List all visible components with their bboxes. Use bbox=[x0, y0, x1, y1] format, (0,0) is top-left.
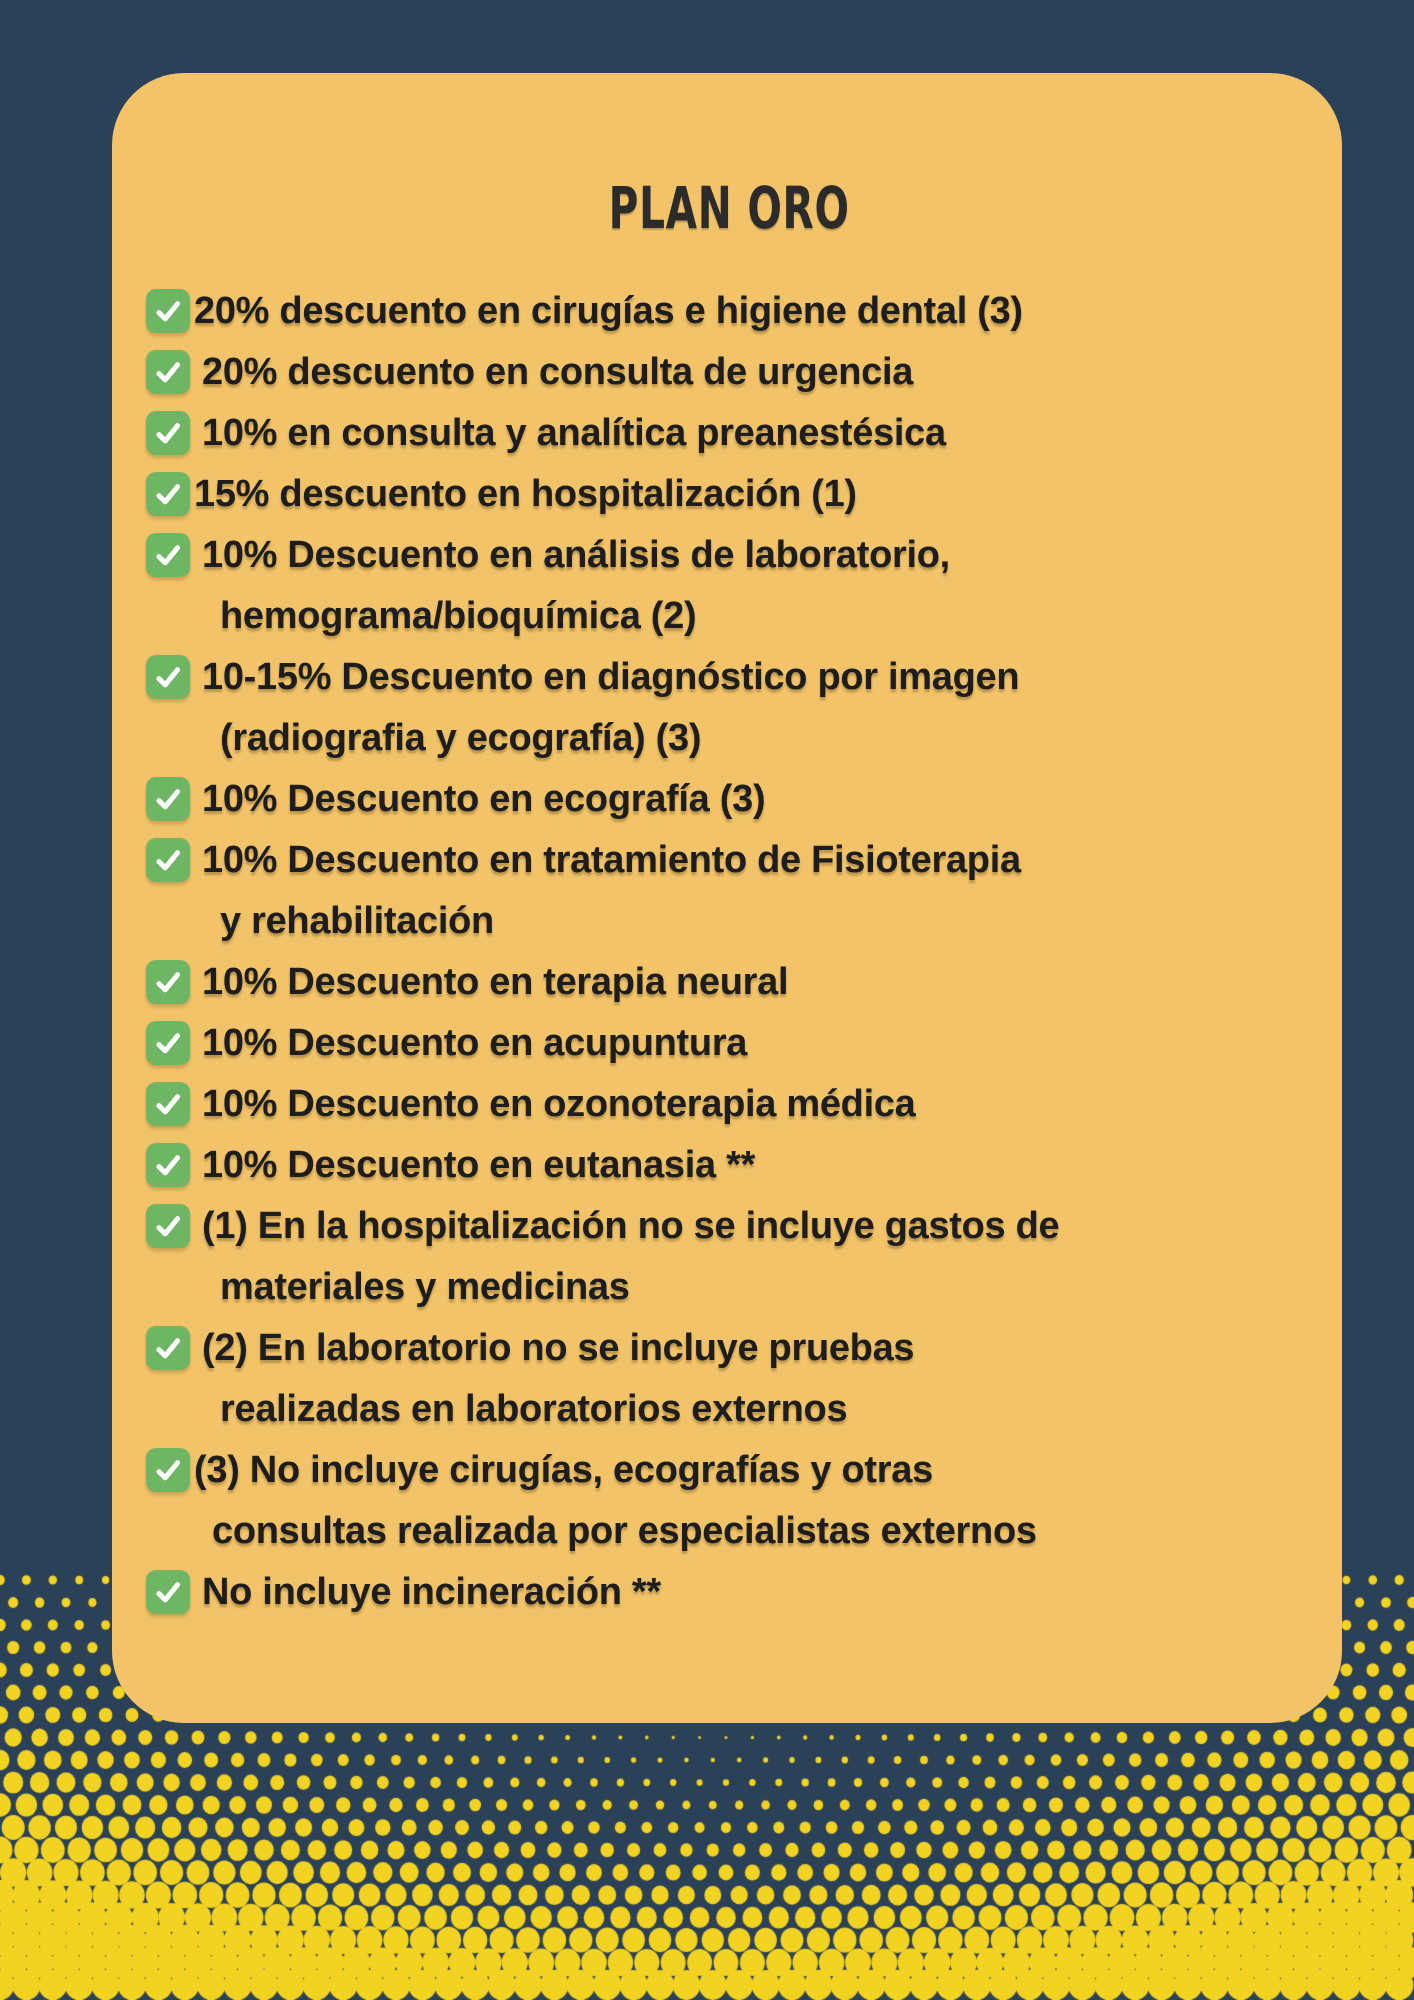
benefit-item-text: 20% descuento en cirugías e higiene dental (3) bbox=[194, 290, 1023, 332]
benefit-item-text: 10% Descuento en terapia neural bbox=[202, 961, 789, 1003]
check-icon bbox=[146, 350, 190, 394]
benefit-list bbox=[146, 281, 1312, 1623]
benefit-item bbox=[146, 1074, 1312, 1135]
benefit-item bbox=[146, 1196, 1312, 1318]
benefit-item-text: 10% Descuento en acupuntura bbox=[202, 1022, 748, 1064]
check-icon bbox=[146, 1143, 190, 1187]
check-icon bbox=[146, 1326, 190, 1370]
benefit-item-text: 10% Descuento en tratamiento de Fisioterapia y rehabilitación bbox=[202, 839, 1021, 942]
check-icon bbox=[146, 533, 190, 577]
check-icon bbox=[146, 1082, 190, 1126]
benefit-item bbox=[146, 830, 1312, 952]
benefit-item-text: 20% descuento en consulta de urgencia bbox=[202, 351, 914, 393]
benefit-item-text: 10% Descuento en eutanasia ** bbox=[202, 1144, 756, 1186]
plan-card bbox=[112, 73, 1342, 1723]
benefit-item bbox=[146, 525, 1312, 647]
benefit-item-text: 10% Descuento en ecografía (3) bbox=[202, 778, 766, 820]
benefit-item bbox=[146, 647, 1312, 769]
check-icon bbox=[146, 1448, 190, 1492]
benefit-item bbox=[146, 464, 1312, 525]
benefit-item bbox=[146, 769, 1312, 830]
check-icon bbox=[146, 1021, 190, 1065]
benefit-item-text: 10-15% Descuento en diagnóstico por imagen (radiografia y ecografía) (3) bbox=[202, 656, 1020, 759]
check-icon bbox=[146, 1204, 190, 1248]
check-icon bbox=[146, 1570, 190, 1614]
benefit-item bbox=[146, 952, 1312, 1013]
benefit-item-text: (2) En laboratorio no se incluye pruebas realizadas en laboratorios externos bbox=[202, 1327, 915, 1430]
check-icon bbox=[146, 838, 190, 882]
check-icon bbox=[146, 777, 190, 821]
check-icon bbox=[146, 289, 190, 333]
check-icon bbox=[146, 472, 190, 516]
benefit-item-text: 10% en consulta y analítica preanestésica bbox=[202, 412, 946, 454]
plan-title bbox=[146, 174, 1312, 242]
benefit-item-text: No incluye incineración ** bbox=[202, 1571, 661, 1613]
benefit-item-text: 10% Descuento en análisis de laboratorio, hemograma/bioquímica (2) bbox=[202, 534, 950, 637]
benefit-item bbox=[146, 1562, 1312, 1623]
benefit-item bbox=[146, 1318, 1312, 1440]
benefit-item bbox=[146, 1013, 1312, 1074]
benefit-item bbox=[146, 342, 1312, 403]
benefit-item bbox=[146, 281, 1312, 342]
benefit-item-text: (3) No incluye cirugías, ecografías y otras consultas realizada por especialistas externos bbox=[194, 1449, 1037, 1552]
plan-title-text: PLAN ORO bbox=[608, 174, 850, 242]
check-icon bbox=[146, 655, 190, 699]
benefit-item bbox=[146, 1440, 1312, 1562]
benefit-item-text: 10% Descuento en ozonoterapia médica bbox=[202, 1083, 916, 1125]
benefit-item-text: 15% descuento en hospitalización (1) bbox=[194, 473, 857, 515]
benefit-item bbox=[146, 403, 1312, 464]
benefit-item bbox=[146, 1135, 1312, 1196]
check-icon bbox=[146, 960, 190, 1004]
check-icon bbox=[146, 411, 190, 455]
benefit-item-text: (1) En la hospitalización no se incluye gastos de materiales y medicinas bbox=[202, 1205, 1060, 1308]
